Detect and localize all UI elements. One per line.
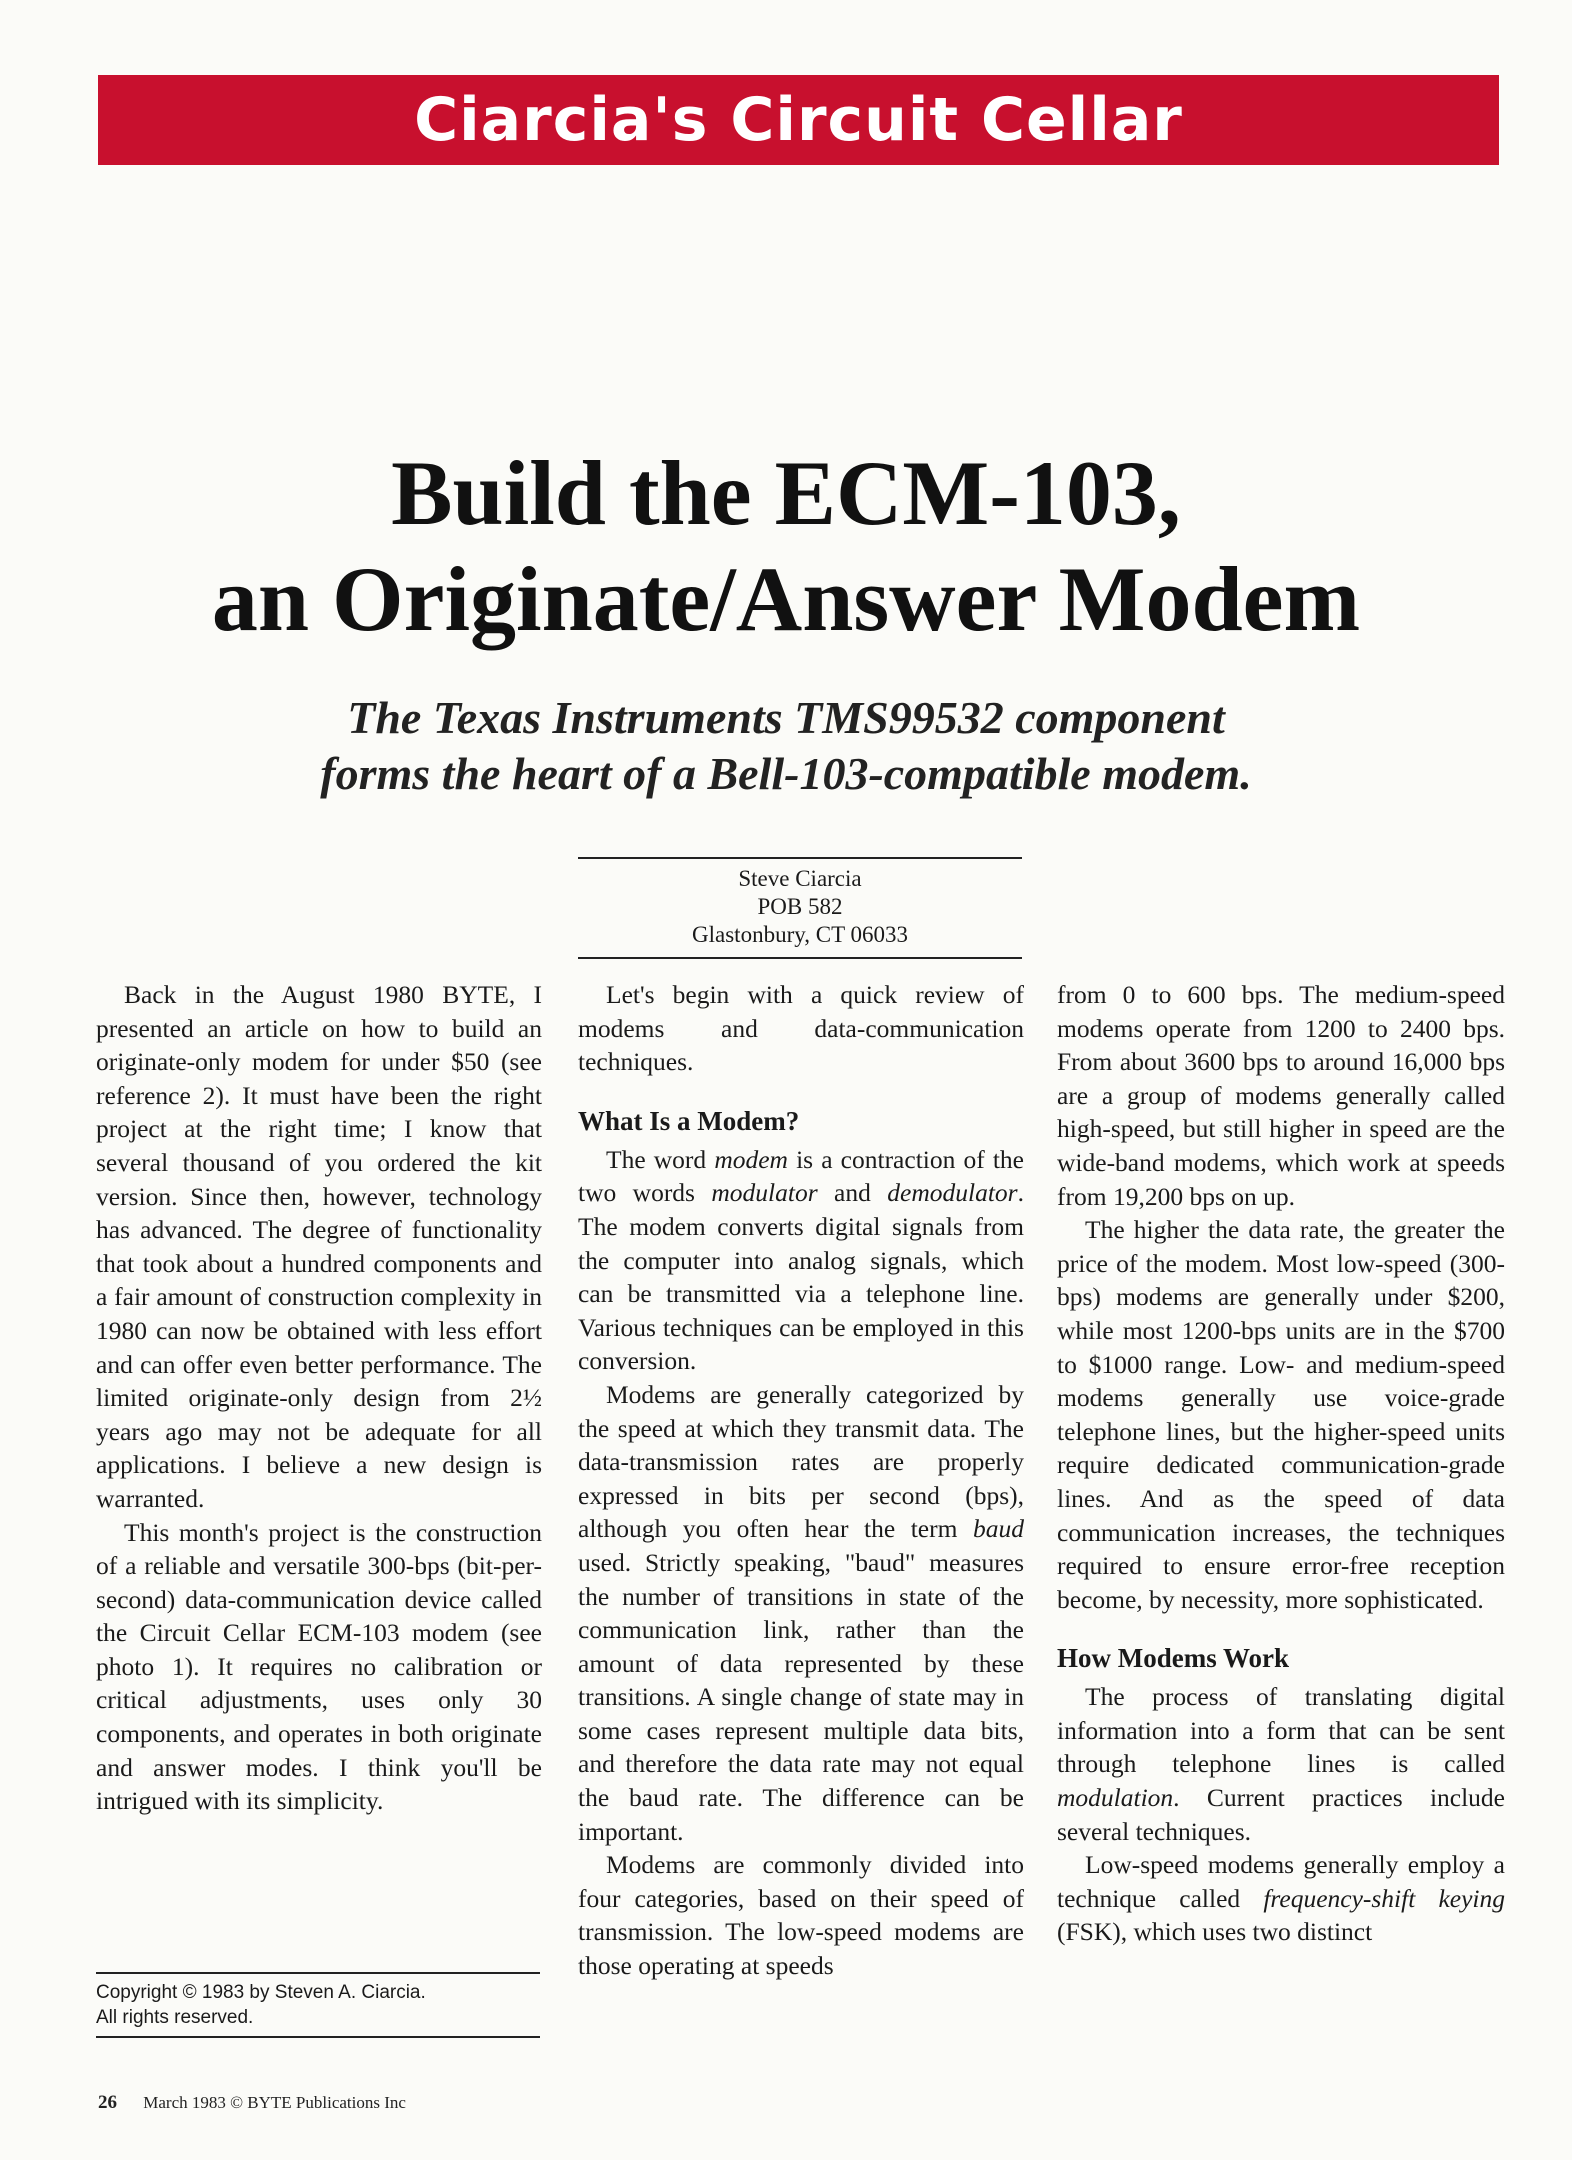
paragraph: Modems are generally categorized by the speed at which they transmit data. The data-transmission rates are properly expressed in bits per second (bps), although you often hear the term baud used. Strictly speaking, "baud" measures the number of transitions in state of the communication link, rather than the amount of data represented by these transitions. A single change of state may in some cases represent multiple data bits, and therefore the data rate may not equal the baud rate. The difference can be important.: [578, 1379, 1024, 1846]
copyright-notice: [96, 1972, 540, 2038]
title-line-1: Build the ECM-103,: [391, 442, 1181, 544]
paragraph: The higher the data rate, the greater the price of the modem. Most low-speed (300-bps) modems are generally under $200, while most 1200-bps units are in the $700 to $1000 range. Low- and medium-speed modems generally use voice-grade telephone lines, but the higher-speed units require dedicated communication-grade lines. And as the speed of data communication increases, the techniques required to ensure error-free reception become, by necessity, more sophisticated.: [1057, 1215, 1505, 1614]
copyright-line-1: Copyright © 1983 by Steven A. Ciarcia.: [96, 1982, 426, 2003]
article-subtitle: [0, 690, 1572, 802]
paragraph: Modems are commonly divided into four categories, based on their speed of transmission. The low-speed modems are those operating at speeds: [578, 1850, 1024, 1981]
paragraph: The process of translating digital information into a form that can be sent through telephone lines is called modulation. Current practices include several techniques.: [1057, 1682, 1505, 1846]
author-byline: [578, 857, 1022, 959]
footer-text: March 1983 © BYTE Publications Inc: [143, 2093, 406, 2112]
section-banner: [98, 75, 1499, 165]
page-footer: [98, 2092, 406, 2114]
subtitle-line-2: forms the heart of a Bell-103-compatible modem.: [320, 748, 1252, 799]
paragraph: from 0 to 600 bps. The medium-speed modems operate from 1200 to 2400 bps. From about 3600 bps to around 16,000 bps are a group of modems generally called high-speed, but still higher in speed are the wide-band modems, which work at speeds from 19,200 bps on up.: [1057, 980, 1505, 1211]
copyright-line-2: All rights reserved.: [96, 2007, 254, 2028]
author-address-1: POB 582: [757, 894, 843, 919]
paragraph: The word modem is a contraction of the two words modulator and demodulator. The modem converts digital signals from the computer into analog signals, which can be transmitted via a telephone line. Various techniques can be employed in this conversion.: [578, 1144, 1025, 1376]
author-address-2: Glastonbury, CT 06033: [692, 922, 908, 947]
section-heading: What Is a Modem?: [578, 1105, 800, 1136]
column-2: [578, 978, 1024, 1983]
subtitle-line-1: The Texas Instruments TMS99532 component: [347, 692, 1225, 743]
title-line-2: an Originate/Answer Modem: [211, 548, 1361, 650]
paragraph: This month's project is the construction of a reliable and versatile 300-bps (bit-per-second) data-communication device called the Circuit Cellar ECM-103 modem (see photo 1). It requires no calibration or critical adjustments, uses only 30 components, and operates in both originate and answer modes. I think you'll be intrigued with its simplicity.: [96, 1517, 542, 1816]
section-heading: How Modems Work: [1057, 1643, 1290, 1674]
column-1: [96, 978, 542, 1818]
page-number: 26: [98, 2092, 117, 2113]
author-name: Steve Ciarcia: [738, 866, 862, 891]
paragraph: Back in the August 1980 BYTE, I presented an article on how to build an originate-only modem for under $50 (see reference 2). It must have been the right project at the right time; I know that several thousand of you ordered the kit version. Since then, however, technology has advanced. The degree of functionality that took about a hundred components and a fair amount of construction complexity in 1980 can now be obtained with less effort and can offer even better performance. The limited originate-only design from 2½ years ago may not be adequate for all applications. I believe a new design is warranted.: [96, 980, 542, 1513]
column-3: [1057, 978, 1505, 1949]
article-title: [0, 440, 1572, 652]
paragraph: Low-speed modems generally employ a technique called frequency-shift keying (FSK), which uses two distinct: [1057, 1850, 1506, 1947]
paragraph: Let's begin with a quick review of modems and data-communication techniques.: [578, 980, 1024, 1077]
banner-title: Ciarcia's Circuit Cellar: [414, 85, 1183, 155]
